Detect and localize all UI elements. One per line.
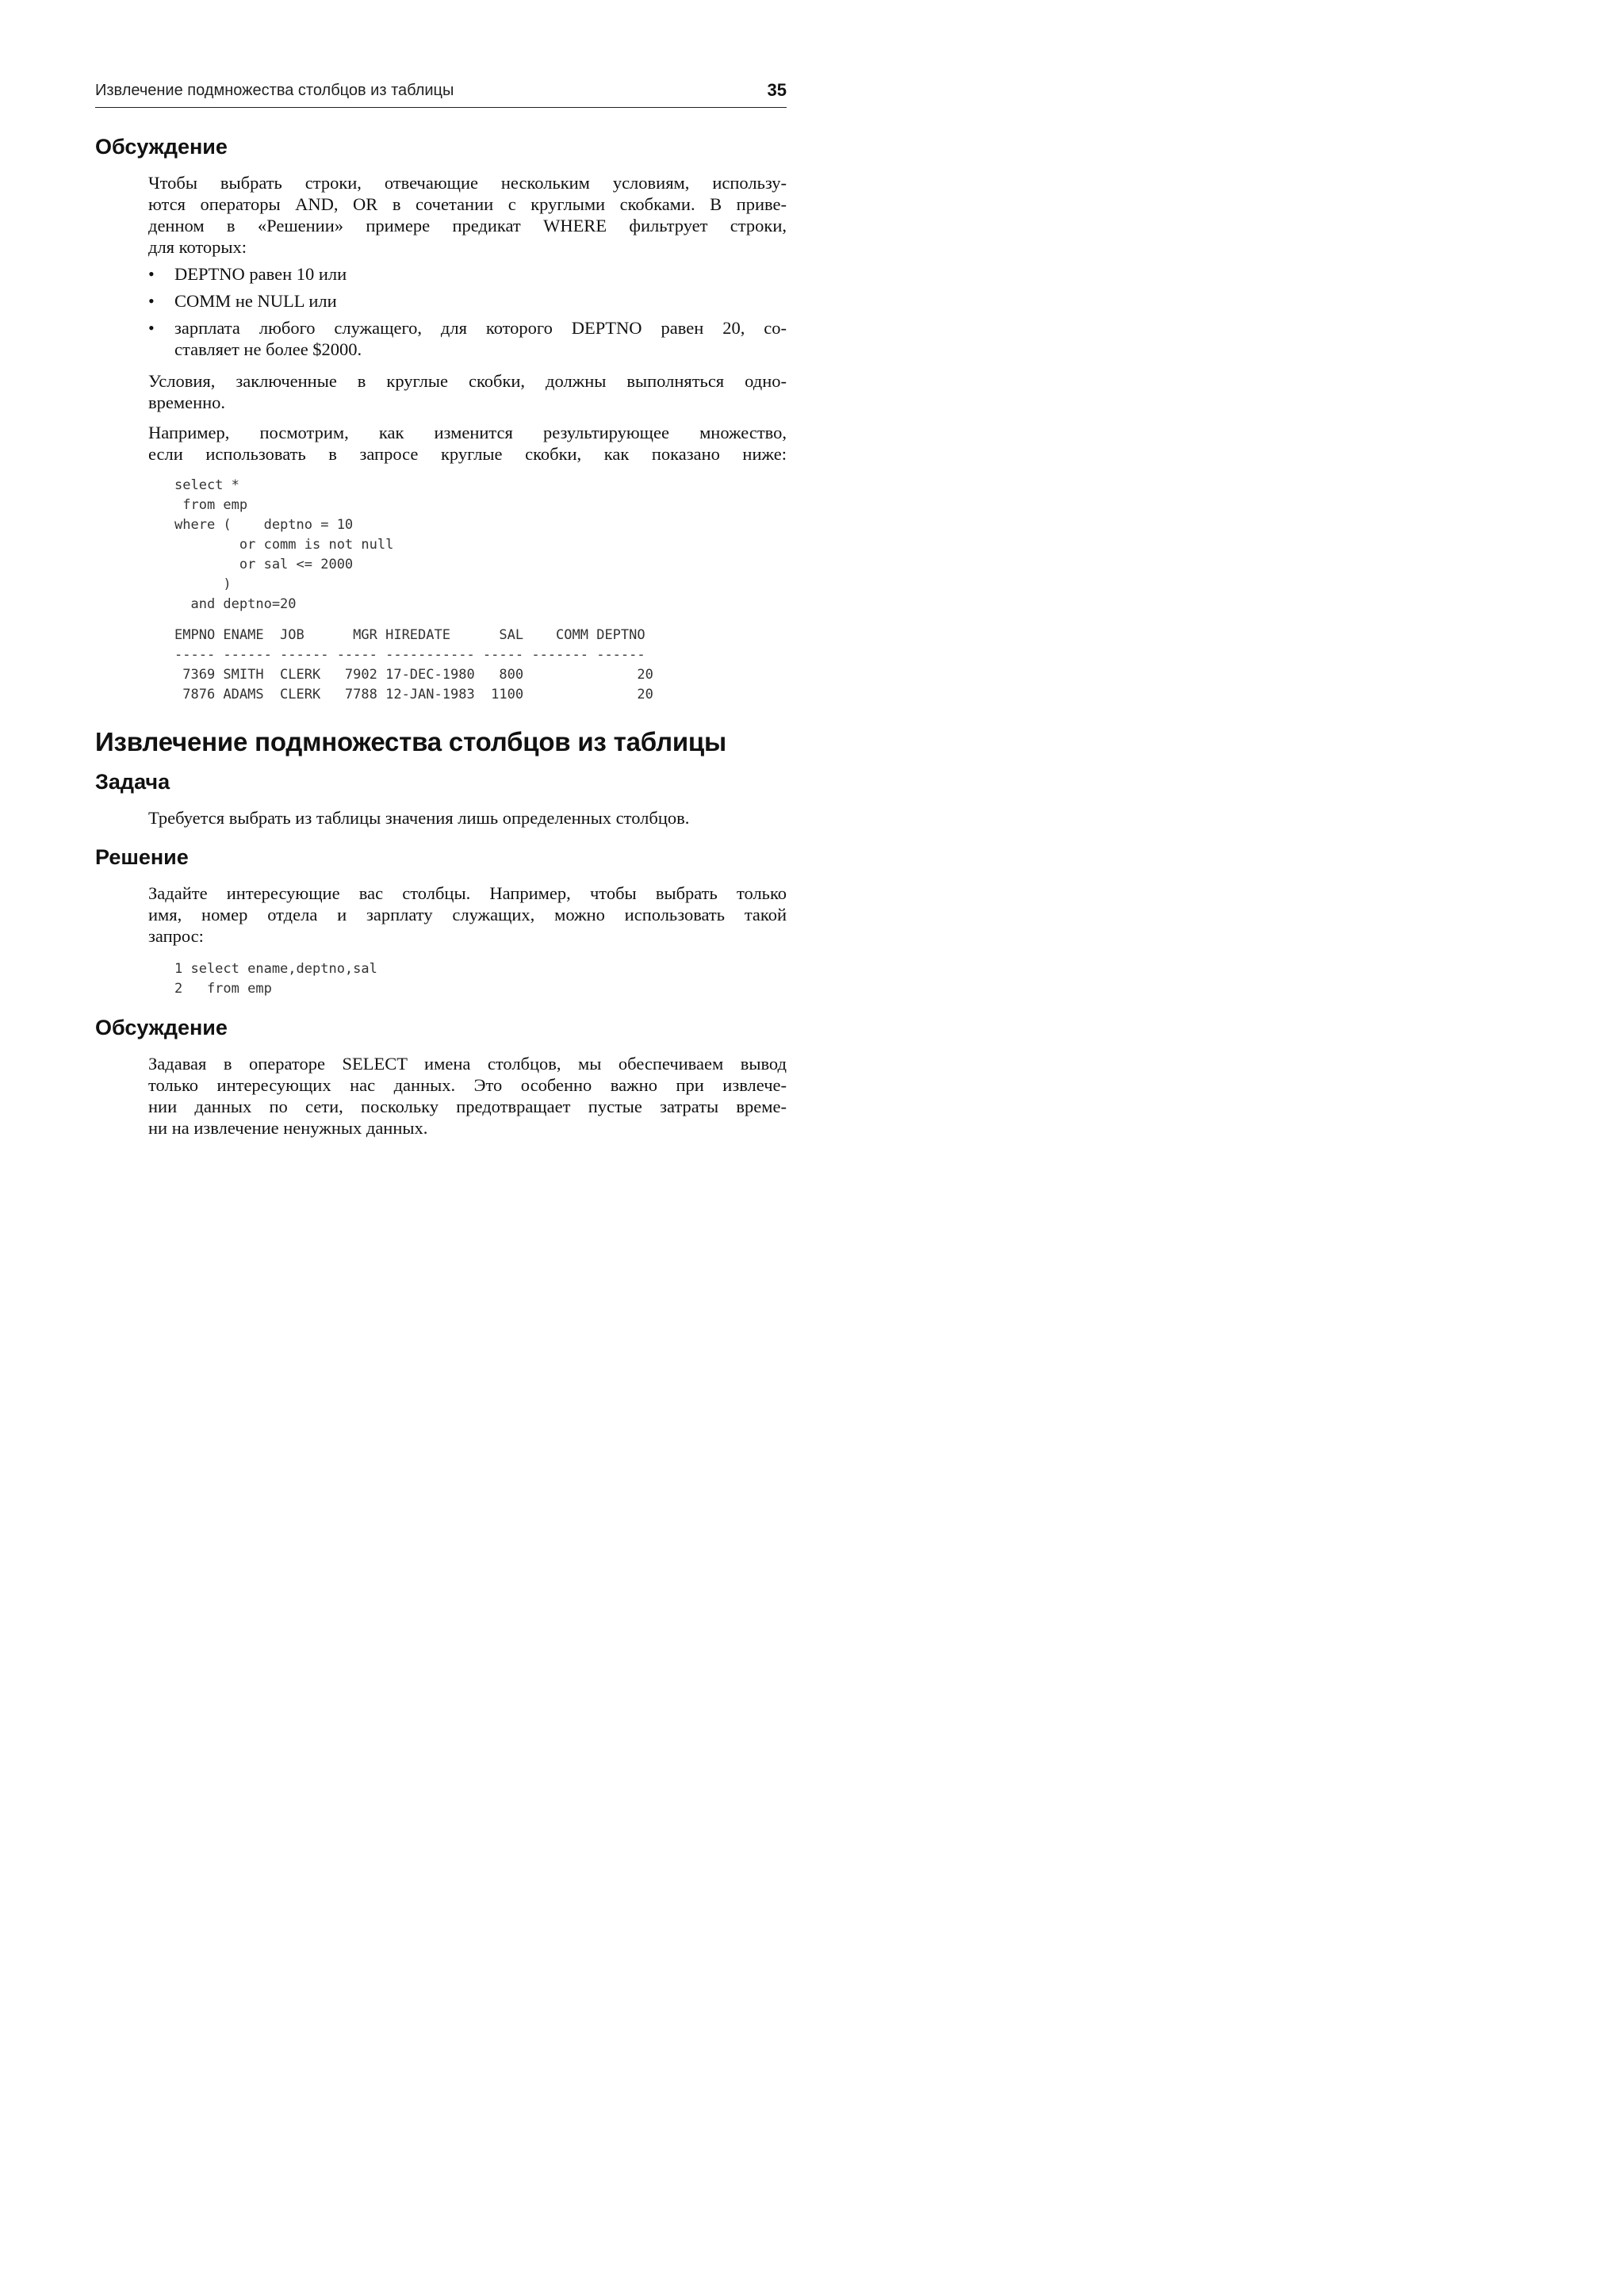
solution-heading: Решение — [95, 845, 189, 869]
text-line: ставляет не более $2000. — [174, 339, 362, 359]
page-number: 35 — [767, 80, 787, 100]
discussion-heading-2: Обсуждение — [95, 1016, 228, 1039]
bullet-marker: • — [148, 318, 155, 338]
sql-query-code: select * from emp where ( deptno = 10 or comm is not null or sal <= 2000 ) and deptno=20 — [174, 477, 394, 612]
text-line: DEPTNO равен 10 или — [174, 264, 347, 284]
query-result-table: EMPNO ENAME JOB MGR HIREDATE SAL COMM DEPTNO ----- ------ ------ ----- ----------- ----- ------- ------ 7369 SMITH CLERK 7902 17-DEC-1980 800 20 7876 ADAMS CLERK 7788 12-JAN-1983 1100 20 — [174, 627, 653, 702]
text-line: ни на извлечение ненужных данных. — [148, 1118, 428, 1138]
text-line: ются операторы AND, OR в сочетании с круглыми скобками. В приве- — [148, 194, 787, 214]
discussion-paragraph-2 — [148, 1053, 787, 1139]
text-line: нии данных по сети, поскольку предотвращает пустые затраты време- — [148, 1097, 787, 1116]
text-line: только интересующих нас данных. Это особенно важно при извлече- — [148, 1075, 787, 1095]
list-item — [148, 263, 787, 285]
text-line: для которых: — [148, 237, 247, 257]
discussion-intro-paragraph — [148, 172, 787, 258]
text-line: денном в «Решении» примере предикат WHERE фильтрует строки, — [148, 216, 787, 235]
text-line: зарплата любого служащего, для которого DEPTNO равен 20, со- — [174, 318, 787, 338]
text-line: Требуется выбрать из таблицы значения лишь определенных столбцов. — [148, 808, 690, 828]
text-line: COMM не NULL или — [174, 291, 337, 311]
discussion-heading: Обсуждение — [95, 135, 228, 159]
solution-code: 1 select ename,deptno,sal 2 from emp — [174, 961, 377, 997]
bullet-marker: • — [148, 291, 155, 311]
text-line: запрос: — [148, 926, 204, 946]
book-page — [0, 0, 872, 1231]
list-item — [148, 290, 787, 312]
task-paragraph — [148, 807, 787, 829]
text-line: Чтобы выбрать строки, отвечающие нескольким условиям, использу- — [148, 173, 787, 193]
task-heading: Задача — [95, 770, 170, 794]
text-line: Задавая в операторе SELECT имена столбцов, мы обеспечиваем вывод — [148, 1054, 787, 1074]
text-line: имя, номер отдела и зарплату служащих, можно использовать такой — [148, 905, 787, 924]
text-line: Условия, заключенные в круглые скобки, должны выполняться одно- — [148, 371, 787, 391]
example-paragraph — [148, 422, 787, 465]
solution-paragraph — [148, 882, 787, 947]
running-title: Извлечение подмножества столбцов из таблицы — [95, 82, 454, 99]
text-line: временно. — [148, 392, 226, 412]
running-header — [95, 80, 787, 108]
section-title: Извлечение подмножества столбцов из таблицы — [95, 727, 727, 756]
condition-list — [148, 263, 787, 360]
conditions-paragraph — [148, 370, 787, 413]
list-item — [148, 317, 787, 360]
text-line: если использовать в запросе круглые скобки, как показано ниже: — [148, 444, 787, 464]
text-line: Задайте интересующие вас столбцы. Например, чтобы выбрать только — [148, 883, 787, 903]
bullet-marker: • — [148, 264, 155, 284]
text-line: Например, посмотрим, как изменится результирующее множество, — [148, 423, 787, 442]
